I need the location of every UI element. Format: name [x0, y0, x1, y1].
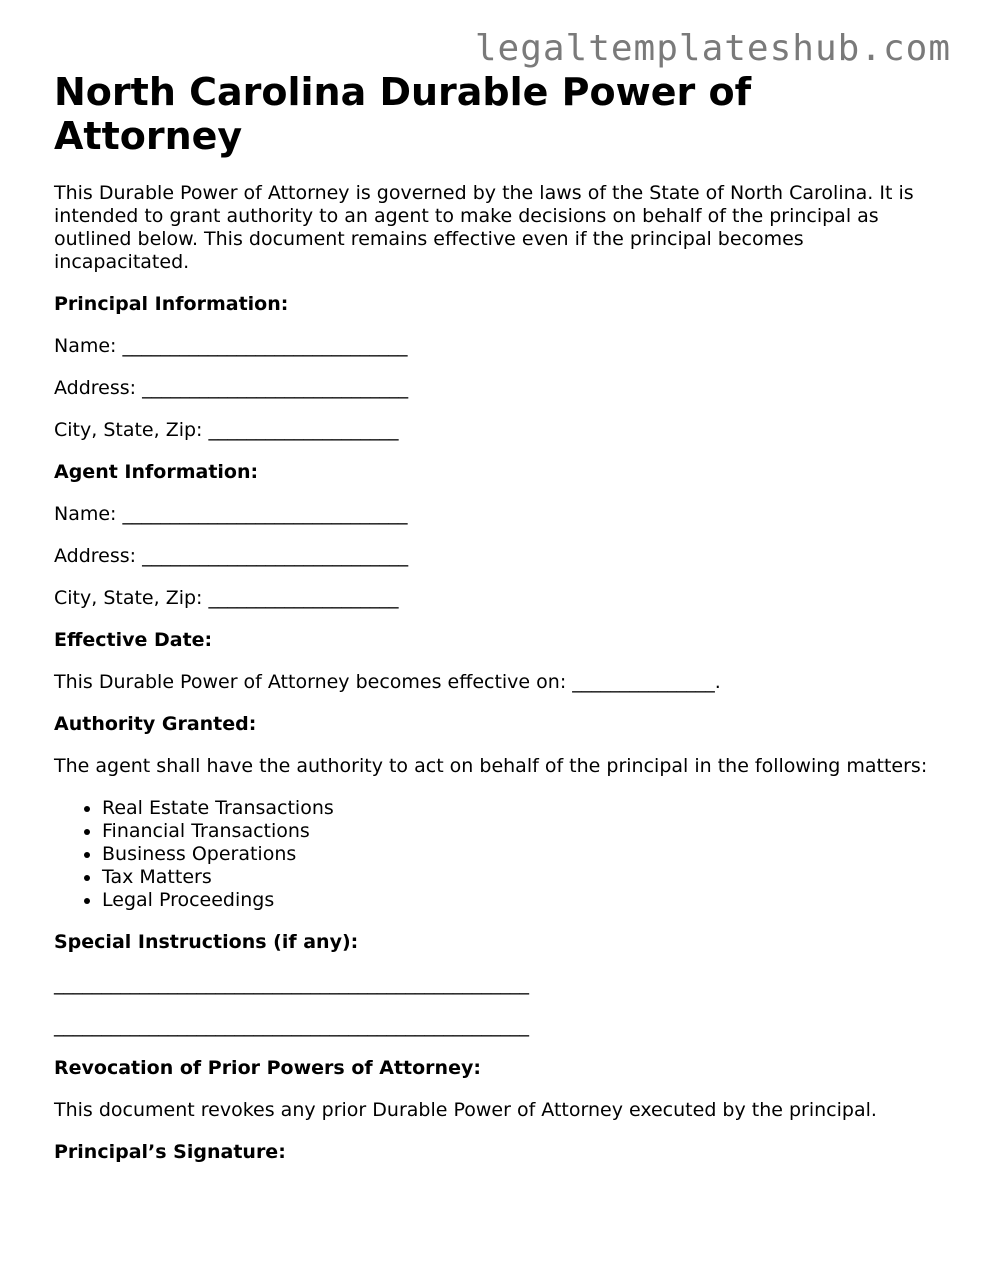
agent-name-field: Name: ______________________________ — [54, 503, 408, 525]
special-instructions-line: __________________________________________________ — [54, 1015, 529, 1037]
authority-list — [54, 797, 934, 912]
agent-heading: Agent Information: — [54, 461, 259, 483]
effective-date-heading: Effective Date: — [54, 629, 213, 651]
principal-heading: Principal Information: — [54, 293, 289, 315]
list-item: • Tax Matters — [102, 866, 934, 889]
principal-name-field: Name: ______________________________ — [54, 335, 408, 357]
authority-heading: Authority Granted: — [54, 713, 257, 735]
document-body — [54, 70, 934, 1183]
list-item: • Financial Transactions — [102, 820, 934, 843]
list-item: • Real Estate Transactions — [102, 797, 934, 820]
agent-city-field: City, State, Zip: ____________________ — [54, 587, 399, 609]
agent-address-field: Address: ____________________________ — [54, 545, 409, 567]
revocation-paragraph: This document revokes any prior Durable Power of Attorney executed by the principal. — [54, 1099, 877, 1121]
list-item: • Business Operations — [102, 843, 934, 866]
document-title: North Carolina Durable Power of Attorney — [54, 70, 752, 158]
revocation-heading: Revocation of Prior Powers of Attorney: — [54, 1057, 481, 1079]
principal-address-field: Address: ____________________________ — [54, 377, 409, 399]
effective-date-field: This Durable Power of Attorney becomes effective on: _______________. — [54, 671, 721, 693]
intro-paragraph: This Durable Power of Attorney is governed by the laws of the State of North Carolina. It is intended to grant authority to an agent to make decisions on behalf of the principal as outlined below. This document remains effective even if the principal becomes incapacitated. — [54, 182, 914, 273]
authority-paragraph: The agent shall have the authority to act on behalf of the principal in the following matters: — [54, 755, 928, 777]
special-instructions-heading: Special Instructions (if any): — [54, 931, 359, 953]
watermark: legaltemplateshub.com — [474, 28, 951, 69]
special-instructions-line: __________________________________________________ — [54, 973, 529, 995]
list-item: • Legal Proceedings — [102, 889, 934, 912]
signature-heading: Principal’s Signature: — [54, 1141, 286, 1163]
principal-city-field: City, State, Zip: ____________________ — [54, 419, 399, 441]
